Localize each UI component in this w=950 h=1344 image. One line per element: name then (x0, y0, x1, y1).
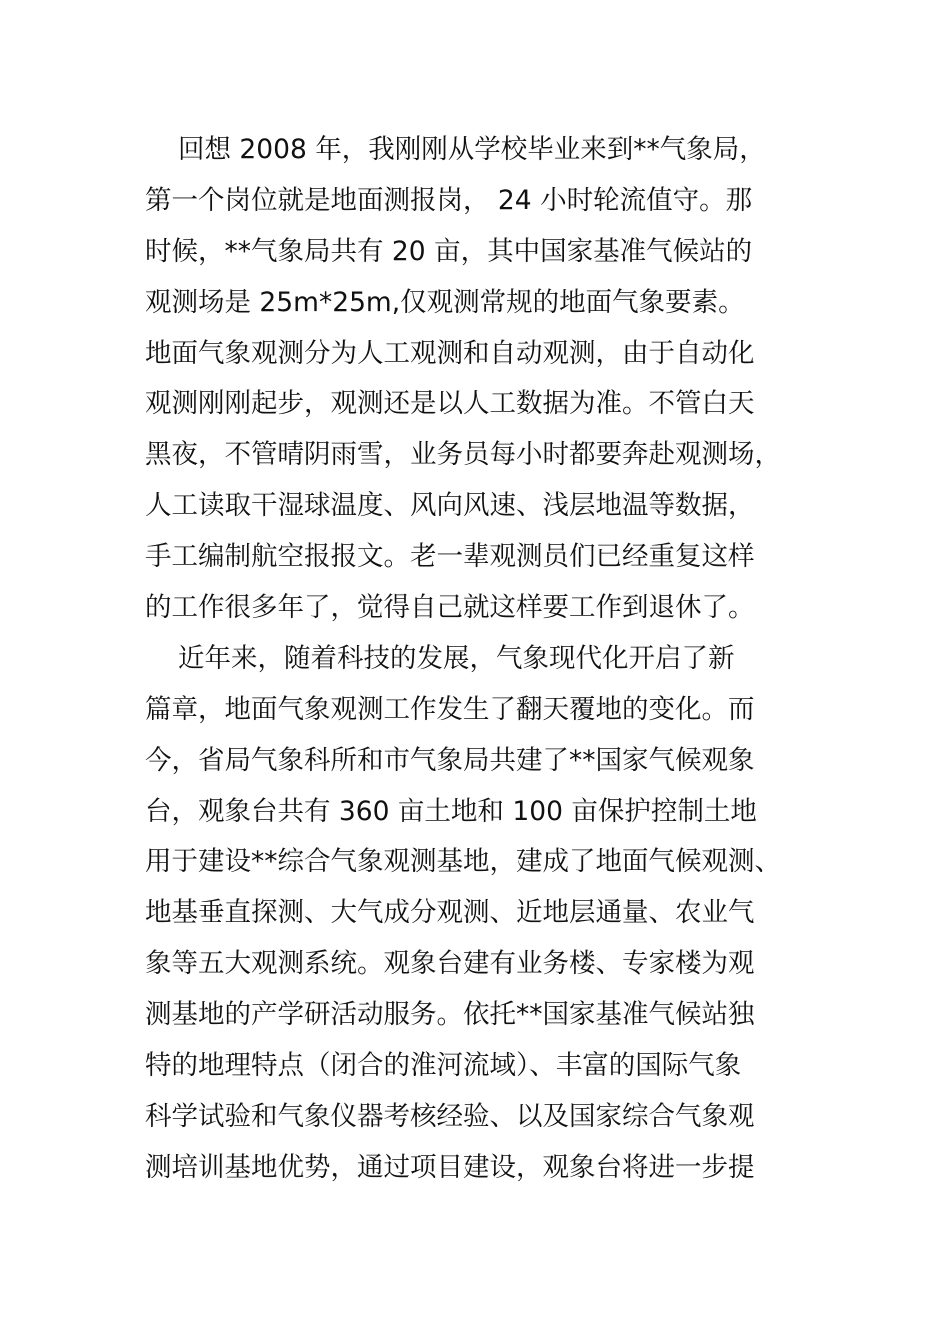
text-line: 测培训基地优势，通过项目建设，观象台将进一步提 (145, 1151, 755, 1183)
text-line: 台，观象台共有 360 亩土地和 100 亩保护控制土地 (145, 795, 757, 827)
text-line: 手工编制航空报报文。老一辈观测员们已经重复这样 (145, 541, 755, 573)
paragraph-2 (145, 634, 825, 1194)
body-text (145, 125, 825, 1194)
text-line: 时候，**气象局共有 20 亩，其中国家基准气候站的 (145, 235, 753, 267)
text-line: 的工作很多年了，觉得自己就这样要工作到退休了。 (145, 592, 755, 624)
text-line: 测基地的产学研活动服务。依托**国家基准气候站独 (145, 999, 755, 1031)
paragraph-1 (145, 125, 825, 634)
text-line: 今，省局气象科所和市气象局共建了**国家气候观象 (145, 744, 755, 776)
text-line: 科学试验和气象仪器考核经验、以及国家综合气象观 (145, 1100, 755, 1132)
text-line: 特的地理特点（闭合的淮河流域）、丰富的国际气象 (145, 1050, 742, 1082)
text-line: 黑夜，不管晴阴雨雪，业务员每小时都要奔赴观测场， (145, 439, 781, 471)
text-line: 近年来，随着科技的发展，气象现代化开启了新 (178, 642, 735, 674)
text-line: 地面气象观测分为人工观测和自动观测，由于自动化 (145, 337, 755, 369)
text-line: 象等五大观测系统。观象台建有业务楼、专家楼为观 (145, 948, 755, 980)
text-line: 人工读取干湿球温度、风向风速、浅层地温等数据， (145, 490, 755, 522)
text-line: 回想 2008 年，我刚刚从学校毕业来到**气象局， (178, 134, 766, 165)
text-line: 第一个岗位就是地面测报岗， 24 小时轮流值守。那 (145, 184, 753, 216)
text-line: 观测场是 25m*25m,仅观测常规的地面气象要素。 (145, 286, 745, 318)
text-line: 观测刚刚起步，观测还是以人工数据为准。不管白天 (145, 388, 755, 420)
text-line: 用于建设**综合气象观测基地，建成了地面气候观测、 (145, 846, 781, 878)
text-line: 篇章，地面气象观测工作发生了翻天覆地的变化。而 (145, 693, 755, 725)
text-line: 地基垂直探测、大气成分观测、近地层通量、农业气 (145, 897, 755, 929)
